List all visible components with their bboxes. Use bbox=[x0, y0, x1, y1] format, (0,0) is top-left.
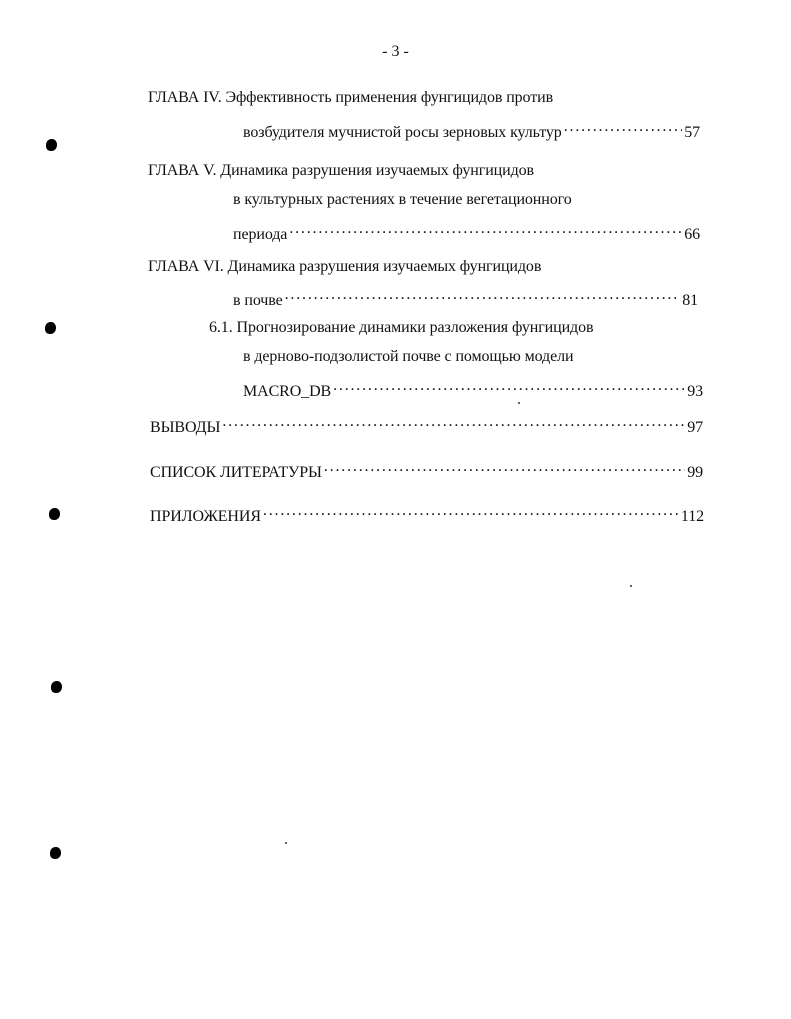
scan-speck bbox=[285, 842, 287, 844]
punch-hole bbox=[51, 681, 62, 693]
toc-entry-page: 97 bbox=[687, 419, 703, 436]
toc-entry-title-cont: периода bbox=[233, 226, 288, 243]
dot-leader bbox=[564, 117, 682, 137]
dot-leader bbox=[222, 412, 685, 432]
toc-entry-title-cont: в почве bbox=[233, 292, 283, 309]
toc-entry-page: 99 bbox=[687, 464, 703, 481]
toc-entry-title: СПИСОК ЛИТЕРАТУРЫ bbox=[150, 464, 322, 481]
toc-entry-page: 112 bbox=[680, 508, 704, 525]
punch-hole bbox=[45, 322, 56, 334]
toc-entry-title: ПРИЛОЖЕНИЯ bbox=[150, 508, 261, 525]
toc-entry-title-cont: возбудителя мучнистой росы зерновых культур bbox=[243, 124, 562, 141]
toc-entry-title-cont: MACRO_DB bbox=[243, 383, 332, 400]
dot-leader bbox=[333, 376, 685, 396]
toc-entry-title: 6.1. Прогнозирование динамики разложения фунгицидов bbox=[209, 319, 594, 336]
toc-entry-row bbox=[243, 117, 700, 143]
dot-leader bbox=[289, 219, 682, 239]
punch-hole bbox=[50, 847, 61, 859]
toc-entry-appendices bbox=[150, 501, 704, 527]
toc-entry-title: ВЫВОДЫ bbox=[150, 419, 221, 436]
toc-entry-title: ГЛАВА IV. Эффективность применения фунгицидов против bbox=[148, 89, 554, 106]
toc-entry-row bbox=[233, 285, 698, 311]
toc-entry-page: 66 bbox=[684, 226, 700, 243]
toc-entry-conclusions bbox=[150, 412, 703, 438]
toc-entry-title: ГЛАВА V. Динамика разрушения изучаемых фунгицидов bbox=[148, 162, 534, 179]
dot-leader bbox=[263, 501, 679, 521]
page-number: - 3 - bbox=[382, 43, 409, 60]
toc-entry-title: ГЛАВА VI. Динамика разрушения изучаемых фунгицидов bbox=[148, 258, 542, 275]
toc-entry-row bbox=[243, 376, 703, 402]
scan-speck bbox=[518, 402, 520, 404]
toc-entry-references bbox=[150, 457, 703, 483]
toc-entry-row bbox=[233, 219, 700, 245]
toc-entry-page: 81 bbox=[682, 292, 698, 309]
toc-entry-page: 57 bbox=[684, 124, 700, 141]
dot-leader bbox=[285, 285, 681, 305]
punch-hole bbox=[49, 508, 60, 520]
toc-entry-title-cont: в культурных растениях в течение вегетационного bbox=[233, 191, 572, 208]
punch-hole bbox=[46, 139, 57, 151]
dot-leader bbox=[324, 457, 685, 477]
scan-speck bbox=[630, 585, 632, 587]
toc-entry-title-cont: в дерново-подзолистой почве с помощью модели bbox=[243, 348, 574, 365]
toc-entry-page: 93 bbox=[687, 383, 703, 400]
